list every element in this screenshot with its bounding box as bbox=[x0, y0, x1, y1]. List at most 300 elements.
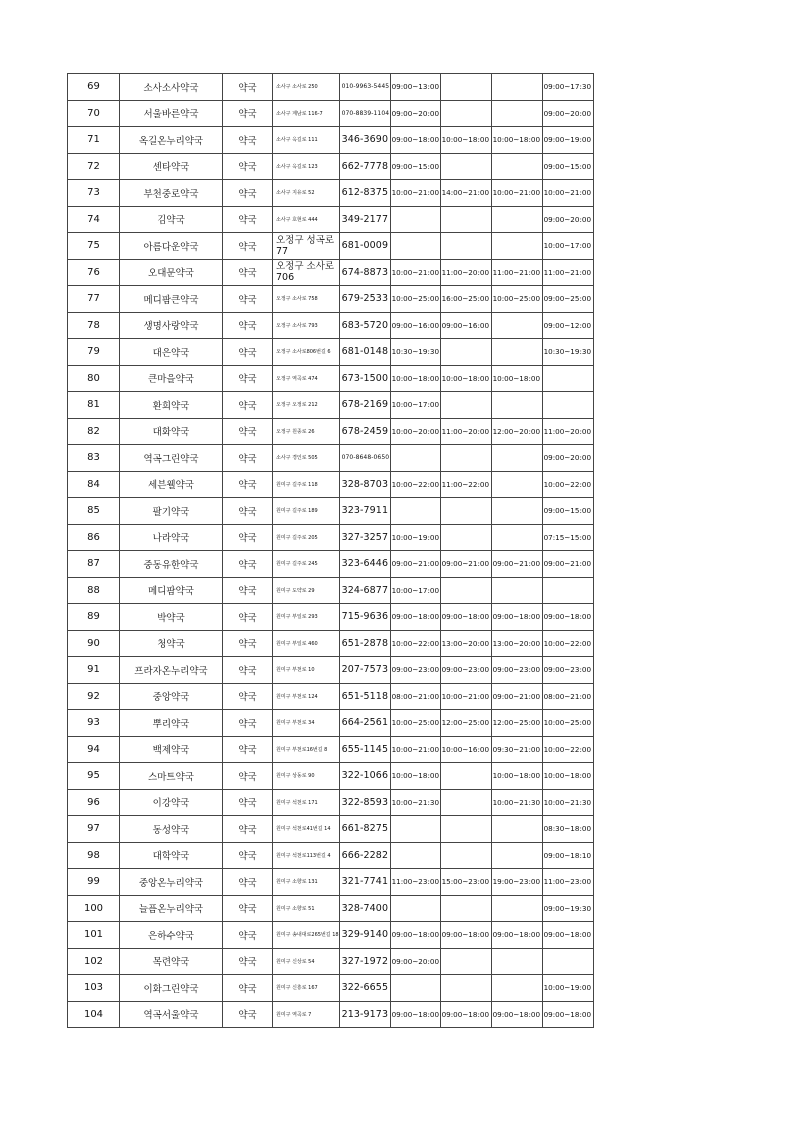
table-row bbox=[68, 683, 594, 710]
hours-sunday-cell: 09:00~18:00 bbox=[491, 604, 542, 631]
hours-saturday-cell: 10:00~18:00 bbox=[440, 127, 491, 154]
category-cell: 약국 bbox=[223, 577, 273, 604]
pharmacy-name-cell: 센타약국 bbox=[120, 153, 223, 180]
hours-holiday-cell: 09:00~25:00 bbox=[542, 286, 593, 313]
phone-number-cell: 651-2878 bbox=[339, 630, 390, 657]
table-row bbox=[68, 789, 594, 816]
hours-sunday-cell bbox=[491, 392, 542, 419]
hours-sunday-cell bbox=[491, 895, 542, 922]
hours-sunday-cell bbox=[491, 445, 542, 472]
address-cell: 오정구 성곡로 77 bbox=[273, 233, 340, 260]
hours-weekday-cell: 10:00~17:00 bbox=[390, 577, 440, 604]
hours-saturday-cell: 11:00~20:00 bbox=[440, 259, 491, 286]
hours-holiday-cell: 10:00~22:00 bbox=[542, 630, 593, 657]
table-row bbox=[68, 604, 594, 631]
hours-holiday-cell: 09:00~23:00 bbox=[542, 657, 593, 684]
phone-number-cell: 322-6655 bbox=[339, 975, 390, 1002]
hours-holiday-cell bbox=[542, 365, 593, 392]
pharmacy-name-cell: 동성약국 bbox=[120, 816, 223, 843]
hours-weekday-cell: 09:00~18:00 bbox=[390, 922, 440, 949]
phone-number-cell: 681-0148 bbox=[339, 339, 390, 366]
pharmacy-name-cell: 늘픔온누리약국 bbox=[120, 895, 223, 922]
row-number-cell: 86 bbox=[68, 524, 120, 551]
hours-weekday-cell: 10:00~20:00 bbox=[390, 418, 440, 445]
address-cell: 원미구 부일로 460 bbox=[273, 630, 340, 657]
pharmacy-name-cell: 프라자온누리약국 bbox=[120, 657, 223, 684]
row-number-cell: 75 bbox=[68, 233, 120, 260]
hours-saturday-cell: 13:00~20:00 bbox=[440, 630, 491, 657]
hours-weekday-cell: 09:00~18:00 bbox=[390, 127, 440, 154]
address-cell: 원미구 소향로 131 bbox=[273, 869, 340, 896]
hours-sunday-cell: 11:00~21:00 bbox=[491, 259, 542, 286]
pharmacy-name-cell: 세븐웰약국 bbox=[120, 471, 223, 498]
table-row bbox=[68, 842, 594, 869]
hours-weekday-cell: 10:00~22:00 bbox=[390, 630, 440, 657]
hours-weekday-cell: 09:00~15:00 bbox=[390, 153, 440, 180]
address-cell: 원미구 부천로 124 bbox=[273, 683, 340, 710]
hours-saturday-cell: 10:00~18:00 bbox=[440, 365, 491, 392]
hours-sunday-cell: 09:00~18:00 bbox=[491, 1001, 542, 1028]
category-cell: 약국 bbox=[223, 763, 273, 790]
address-cell: 원미구 부천로 34 bbox=[273, 710, 340, 737]
hours-weekday-cell: 10:00~25:00 bbox=[390, 710, 440, 737]
phone-number-cell: 321-7741 bbox=[339, 869, 390, 896]
hours-saturday-cell: 09:00~18:00 bbox=[440, 922, 491, 949]
address-cell: 원미구 석천로 171 bbox=[273, 789, 340, 816]
hours-sunday-cell: 09:00~18:00 bbox=[491, 922, 542, 949]
hours-saturday-cell bbox=[440, 339, 491, 366]
pharmacy-name-cell: 뿌리약국 bbox=[120, 710, 223, 737]
hours-sunday-cell: 10:00~18:00 bbox=[491, 127, 542, 154]
hours-saturday-cell: 09:00~18:00 bbox=[440, 604, 491, 631]
address-cell: 원미구 역곡로 7 bbox=[273, 1001, 340, 1028]
hours-sunday-cell bbox=[491, 206, 542, 233]
hours-saturday-cell: 09:00~23:00 bbox=[440, 657, 491, 684]
table-row bbox=[68, 259, 594, 286]
pharmacy-name-cell: 생명사랑약국 bbox=[120, 312, 223, 339]
address-cell: 원미구 신흥로 167 bbox=[273, 975, 340, 1002]
hours-sunday-cell: 10:00~25:00 bbox=[491, 286, 542, 313]
table-row bbox=[68, 657, 594, 684]
hours-holiday-cell: 09:00~17:30 bbox=[542, 74, 593, 101]
hours-saturday-cell bbox=[440, 577, 491, 604]
phone-number-cell: 323-7911 bbox=[339, 498, 390, 525]
hours-sunday-cell: 12:00~25:00 bbox=[491, 710, 542, 737]
hours-sunday-cell: 10:00~18:00 bbox=[491, 763, 542, 790]
category-cell: 약국 bbox=[223, 127, 273, 154]
hours-weekday-cell bbox=[390, 206, 440, 233]
table-row bbox=[68, 869, 594, 896]
row-number-cell: 101 bbox=[68, 922, 120, 949]
category-cell: 약국 bbox=[223, 842, 273, 869]
hours-sunday-cell: 10:00~21:30 bbox=[491, 789, 542, 816]
category-cell: 약국 bbox=[223, 524, 273, 551]
row-number-cell: 82 bbox=[68, 418, 120, 445]
phone-number-cell: 651-5118 bbox=[339, 683, 390, 710]
address-cell: 소사구 옥길로 111 bbox=[273, 127, 340, 154]
address-cell: 원미구 길주로 245 bbox=[273, 551, 340, 578]
hours-sunday-cell bbox=[491, 975, 542, 1002]
hours-holiday-cell: 08:30~18:00 bbox=[542, 816, 593, 843]
phone-number-cell: 328-8703 bbox=[339, 471, 390, 498]
hours-sunday-cell bbox=[491, 577, 542, 604]
hours-holiday-cell: 10:00~25:00 bbox=[542, 710, 593, 737]
row-number-cell: 95 bbox=[68, 763, 120, 790]
hours-saturday-cell bbox=[440, 895, 491, 922]
row-number-cell: 80 bbox=[68, 365, 120, 392]
hours-weekday-cell bbox=[390, 816, 440, 843]
category-cell: 약국 bbox=[223, 74, 273, 101]
category-cell: 약국 bbox=[223, 710, 273, 737]
pharmacy-name-cell: 이화그린약국 bbox=[120, 975, 223, 1002]
hours-weekday-cell: 08:00~21:00 bbox=[390, 683, 440, 710]
hours-holiday-cell: 09:00~18:00 bbox=[542, 922, 593, 949]
address-cell: 원미구 길주로 118 bbox=[273, 471, 340, 498]
row-number-cell: 76 bbox=[68, 259, 120, 286]
hours-weekday-cell: 10:00~21:00 bbox=[390, 259, 440, 286]
hours-holiday-cell: 10:00~21:30 bbox=[542, 789, 593, 816]
category-cell: 약국 bbox=[223, 604, 273, 631]
category-cell: 약국 bbox=[223, 445, 273, 472]
phone-number-cell: 655-1145 bbox=[339, 736, 390, 763]
hours-holiday-cell: 09:00~18:10 bbox=[542, 842, 593, 869]
hours-holiday-cell: 09:00~15:00 bbox=[542, 498, 593, 525]
hours-holiday-cell: 09:00~20:00 bbox=[542, 100, 593, 127]
phone-number-cell: 664-2561 bbox=[339, 710, 390, 737]
category-cell: 약국 bbox=[223, 312, 273, 339]
hours-saturday-cell bbox=[440, 842, 491, 869]
address-cell: 오정구 소사로 793 bbox=[273, 312, 340, 339]
category-cell: 약국 bbox=[223, 922, 273, 949]
address-cell: 원미구 길주로 189 bbox=[273, 498, 340, 525]
category-cell: 약국 bbox=[223, 339, 273, 366]
pharmacy-name-cell: 오대문약국 bbox=[120, 259, 223, 286]
pharmacy-name-cell: 역곡그린약국 bbox=[120, 445, 223, 472]
hours-sunday-cell bbox=[491, 816, 542, 843]
category-cell: 약국 bbox=[223, 683, 273, 710]
pharmacy-name-cell: 아름다운약국 bbox=[120, 233, 223, 260]
phone-number-cell: 324-6877 bbox=[339, 577, 390, 604]
table-row bbox=[68, 206, 594, 233]
hours-saturday-cell: 15:00~23:00 bbox=[440, 869, 491, 896]
address-cell: 원미구 석천로113번길 4 bbox=[273, 842, 340, 869]
hours-weekday-cell: 09:00~20:00 bbox=[390, 948, 440, 975]
pharmacy-table bbox=[67, 73, 594, 1028]
row-number-cell: 74 bbox=[68, 206, 120, 233]
phone-number-cell: 678-2459 bbox=[339, 418, 390, 445]
hours-saturday-cell: 10:00~16:00 bbox=[440, 736, 491, 763]
pharmacy-name-cell: 부천중로약국 bbox=[120, 180, 223, 207]
address-cell: 원미구 도약로 29 bbox=[273, 577, 340, 604]
hours-sunday-cell: 09:00~21:00 bbox=[491, 683, 542, 710]
category-cell: 약국 bbox=[223, 392, 273, 419]
phone-number-cell: 681-0009 bbox=[339, 233, 390, 260]
hours-sunday-cell bbox=[491, 948, 542, 975]
hours-holiday-cell: 10:00~18:00 bbox=[542, 763, 593, 790]
category-cell: 약국 bbox=[223, 1001, 273, 1028]
table-row bbox=[68, 577, 594, 604]
hours-weekday-cell: 10:00~21:30 bbox=[390, 789, 440, 816]
hours-saturday-cell bbox=[440, 153, 491, 180]
row-number-cell: 93 bbox=[68, 710, 120, 737]
hours-weekday-cell: 09:00~13:00 bbox=[390, 74, 440, 101]
pharmacy-name-cell: 나라약국 bbox=[120, 524, 223, 551]
hours-sunday-cell bbox=[491, 233, 542, 260]
phone-number-cell: 322-8593 bbox=[339, 789, 390, 816]
hours-holiday-cell: 09:00~12:00 bbox=[542, 312, 593, 339]
hours-saturday-cell bbox=[440, 498, 491, 525]
category-cell: 약국 bbox=[223, 736, 273, 763]
hours-weekday-cell bbox=[390, 975, 440, 1002]
hours-saturday-cell bbox=[440, 789, 491, 816]
pharmacy-name-cell: 박약국 bbox=[120, 604, 223, 631]
table-row bbox=[68, 127, 594, 154]
table-row bbox=[68, 551, 594, 578]
table-row bbox=[68, 895, 594, 922]
hours-weekday-cell: 10:00~21:00 bbox=[390, 180, 440, 207]
hours-saturday-cell bbox=[440, 975, 491, 1002]
hours-holiday-cell: 10:00~22:00 bbox=[542, 471, 593, 498]
table-row bbox=[68, 74, 594, 101]
hours-holiday-cell: 10:30~19:30 bbox=[542, 339, 593, 366]
hours-sunday-cell bbox=[491, 312, 542, 339]
category-cell: 약국 bbox=[223, 948, 273, 975]
hours-saturday-cell: 11:00~20:00 bbox=[440, 418, 491, 445]
hours-sunday-cell: 09:00~23:00 bbox=[491, 657, 542, 684]
table-row bbox=[68, 816, 594, 843]
phone-number-cell: 666-2282 bbox=[339, 842, 390, 869]
phone-number-cell: 661-8275 bbox=[339, 816, 390, 843]
phone-number-cell: 612-8375 bbox=[339, 180, 390, 207]
hours-weekday-cell: 10:00~25:00 bbox=[390, 286, 440, 313]
table-row bbox=[68, 365, 594, 392]
address-cell: 오정구 오정로 212 bbox=[273, 392, 340, 419]
hours-weekday-cell: 10:00~17:00 bbox=[390, 392, 440, 419]
hours-holiday-cell: 09:00~15:00 bbox=[542, 153, 593, 180]
row-number-cell: 100 bbox=[68, 895, 120, 922]
table-row bbox=[68, 498, 594, 525]
hours-holiday-cell: 11:00~21:00 bbox=[542, 259, 593, 286]
hours-holiday-cell: 10:00~22:00 bbox=[542, 736, 593, 763]
category-cell: 약국 bbox=[223, 471, 273, 498]
hours-saturday-cell bbox=[440, 948, 491, 975]
pharmacy-name-cell: 이강약국 bbox=[120, 789, 223, 816]
address-cell: 소사구 계남로 116-7 bbox=[273, 100, 340, 127]
hours-weekday-cell: 09:00~23:00 bbox=[390, 657, 440, 684]
pharmacy-name-cell: 환희약국 bbox=[120, 392, 223, 419]
hours-sunday-cell bbox=[491, 153, 542, 180]
address-cell: 원미구 신상로 54 bbox=[273, 948, 340, 975]
phone-number-cell: 673-1500 bbox=[339, 365, 390, 392]
pharmacy-name-cell: 중앙약국 bbox=[120, 683, 223, 710]
hours-weekday-cell: 09:00~18:00 bbox=[390, 604, 440, 631]
row-number-cell: 103 bbox=[68, 975, 120, 1002]
hours-holiday-cell: 09:00~19:00 bbox=[542, 127, 593, 154]
table-row bbox=[68, 524, 594, 551]
phone-number-cell: 207-7573 bbox=[339, 657, 390, 684]
hours-weekday-cell: 09:00~16:00 bbox=[390, 312, 440, 339]
row-number-cell: 79 bbox=[68, 339, 120, 366]
category-cell: 약국 bbox=[223, 100, 273, 127]
row-number-cell: 91 bbox=[68, 657, 120, 684]
category-cell: 약국 bbox=[223, 551, 273, 578]
pharmacy-name-cell: 옥길온누리약국 bbox=[120, 127, 223, 154]
pharmacy-name-cell: 대화약국 bbox=[120, 418, 223, 445]
hours-holiday-cell: 10:00~17:00 bbox=[542, 233, 593, 260]
hours-weekday-cell: 10:30~19:30 bbox=[390, 339, 440, 366]
pharmacy-name-cell: 큰마을약국 bbox=[120, 365, 223, 392]
phone-number-cell: 346-3690 bbox=[339, 127, 390, 154]
table-row bbox=[68, 418, 594, 445]
hours-saturday-cell bbox=[440, 100, 491, 127]
hours-saturday-cell: 09:00~21:00 bbox=[440, 551, 491, 578]
hours-sunday-cell bbox=[491, 471, 542, 498]
category-cell: 약국 bbox=[223, 657, 273, 684]
pharmacy-name-cell: 메디팜약국 bbox=[120, 577, 223, 604]
hours-holiday-cell: 09:00~20:00 bbox=[542, 206, 593, 233]
row-number-cell: 97 bbox=[68, 816, 120, 843]
hours-saturday-cell bbox=[440, 233, 491, 260]
hours-holiday-cell: 08:00~21:00 bbox=[542, 683, 593, 710]
hours-holiday-cell: 11:00~23:00 bbox=[542, 869, 593, 896]
pharmacy-name-cell: 목련약국 bbox=[120, 948, 223, 975]
category-cell: 약국 bbox=[223, 180, 273, 207]
phone-number-cell: 322-1066 bbox=[339, 763, 390, 790]
hours-sunday-cell: 09:00~21:00 bbox=[491, 551, 542, 578]
hours-sunday-cell: 19:00~23:00 bbox=[491, 869, 542, 896]
address-cell: 원미구 길주로 205 bbox=[273, 524, 340, 551]
hours-weekday-cell bbox=[390, 445, 440, 472]
address-cell: 오정구 역곡로 474 bbox=[273, 365, 340, 392]
phone-number-cell: 070-8648-0650 bbox=[339, 445, 390, 472]
category-cell: 약국 bbox=[223, 498, 273, 525]
table-row bbox=[68, 975, 594, 1002]
hours-weekday-cell: 09:00~20:00 bbox=[390, 100, 440, 127]
table-row bbox=[68, 763, 594, 790]
hours-weekday-cell: 10:00~19:00 bbox=[390, 524, 440, 551]
hours-holiday-cell bbox=[542, 577, 593, 604]
table-row bbox=[68, 445, 594, 472]
hours-holiday-cell: 09:00~18:00 bbox=[542, 1001, 593, 1028]
row-number-cell: 89 bbox=[68, 604, 120, 631]
category-cell: 약국 bbox=[223, 869, 273, 896]
hours-sunday-cell bbox=[491, 74, 542, 101]
hours-sunday-cell: 10:00~21:00 bbox=[491, 180, 542, 207]
table-row bbox=[68, 710, 594, 737]
table-row bbox=[68, 339, 594, 366]
row-number-cell: 78 bbox=[68, 312, 120, 339]
hours-weekday-cell: 09:00~21:00 bbox=[390, 551, 440, 578]
address-cell: 소사구 호현로 444 bbox=[273, 206, 340, 233]
address-cell: 소사구 경인로 505 bbox=[273, 445, 340, 472]
table-row bbox=[68, 392, 594, 419]
pharmacy-name-cell: 중앙온누리약국 bbox=[120, 869, 223, 896]
hours-saturday-cell: 12:00~25:00 bbox=[440, 710, 491, 737]
pharmacy-name-cell: 스마트약국 bbox=[120, 763, 223, 790]
pharmacy-name-cell: 대학약국 bbox=[120, 842, 223, 869]
phone-number-cell: 329-9140 bbox=[339, 922, 390, 949]
hours-sunday-cell bbox=[491, 524, 542, 551]
hours-sunday-cell bbox=[491, 842, 542, 869]
category-cell: 약국 bbox=[223, 233, 273, 260]
row-number-cell: 94 bbox=[68, 736, 120, 763]
hours-holiday-cell: 09:00~18:00 bbox=[542, 604, 593, 631]
phone-number-cell: 328-7400 bbox=[339, 895, 390, 922]
row-number-cell: 102 bbox=[68, 948, 120, 975]
hours-saturday-cell bbox=[440, 524, 491, 551]
hours-saturday-cell: 09:00~18:00 bbox=[440, 1001, 491, 1028]
category-cell: 약국 bbox=[223, 418, 273, 445]
table-row bbox=[68, 922, 594, 949]
hours-holiday-cell: 10:00~21:00 bbox=[542, 180, 593, 207]
hours-weekday-cell: 10:00~21:00 bbox=[390, 736, 440, 763]
address-cell: 오정구 소사로 706 bbox=[273, 259, 340, 286]
hours-sunday-cell bbox=[491, 339, 542, 366]
pharmacy-name-cell: 중동유한약국 bbox=[120, 551, 223, 578]
category-cell: 약국 bbox=[223, 975, 273, 1002]
hours-weekday-cell: 10:00~18:00 bbox=[390, 763, 440, 790]
table-row bbox=[68, 630, 594, 657]
hours-saturday-cell bbox=[440, 74, 491, 101]
hours-holiday-cell: 09:00~21:00 bbox=[542, 551, 593, 578]
category-cell: 약국 bbox=[223, 259, 273, 286]
table-row bbox=[68, 471, 594, 498]
hours-sunday-cell: 09:30~21:00 bbox=[491, 736, 542, 763]
table-row bbox=[68, 233, 594, 260]
hours-sunday-cell: 13:00~20:00 bbox=[491, 630, 542, 657]
hours-sunday-cell: 10:00~18:00 bbox=[491, 365, 542, 392]
hours-saturday-cell: 14:00~21:00 bbox=[440, 180, 491, 207]
row-number-cell: 92 bbox=[68, 683, 120, 710]
phone-number-cell: 683-5720 bbox=[339, 312, 390, 339]
hours-holiday-cell: 07:15~15:00 bbox=[542, 524, 593, 551]
address-cell: 원미구 송내대로265번길 18 bbox=[273, 922, 340, 949]
address-cell: 원미구 석천로41번길 14 bbox=[273, 816, 340, 843]
address-cell: 소사구 지유로 52 bbox=[273, 180, 340, 207]
row-number-cell: 83 bbox=[68, 445, 120, 472]
pharmacy-name-cell: 서울바른약국 bbox=[120, 100, 223, 127]
address-cell: 오정구 원종로 26 bbox=[273, 418, 340, 445]
hours-weekday-cell: 11:00~23:00 bbox=[390, 869, 440, 896]
phone-number-cell: 323-6446 bbox=[339, 551, 390, 578]
pharmacy-name-cell: 김약국 bbox=[120, 206, 223, 233]
hours-saturday-cell bbox=[440, 206, 491, 233]
row-number-cell: 88 bbox=[68, 577, 120, 604]
category-cell: 약국 bbox=[223, 816, 273, 843]
table-row bbox=[68, 312, 594, 339]
phone-number-cell: 674-8873 bbox=[339, 259, 390, 286]
hours-weekday-cell bbox=[390, 233, 440, 260]
hours-saturday-cell bbox=[440, 392, 491, 419]
row-number-cell: 104 bbox=[68, 1001, 120, 1028]
hours-sunday-cell bbox=[491, 100, 542, 127]
pharmacy-name-cell: 역곡서울약국 bbox=[120, 1001, 223, 1028]
table-row bbox=[68, 736, 594, 763]
phone-number-cell: 715-9636 bbox=[339, 604, 390, 631]
hours-weekday-cell bbox=[390, 842, 440, 869]
address-cell: 원미구 부일로 293 bbox=[273, 604, 340, 631]
hours-weekday-cell: 09:00~18:00 bbox=[390, 1001, 440, 1028]
phone-number-cell: 679-2533 bbox=[339, 286, 390, 313]
pharmacy-name-cell: 대은약국 bbox=[120, 339, 223, 366]
phone-number-cell: 010-9963-5445 bbox=[339, 74, 390, 101]
category-cell: 약국 bbox=[223, 895, 273, 922]
hours-weekday-cell: 10:00~22:00 bbox=[390, 471, 440, 498]
address-cell: 원미구 부천로16번길 8 bbox=[273, 736, 340, 763]
address-cell: 원미구 상동로 90 bbox=[273, 763, 340, 790]
hours-holiday-cell: 09:00~20:00 bbox=[542, 445, 593, 472]
pharmacy-name-cell: 청약국 bbox=[120, 630, 223, 657]
